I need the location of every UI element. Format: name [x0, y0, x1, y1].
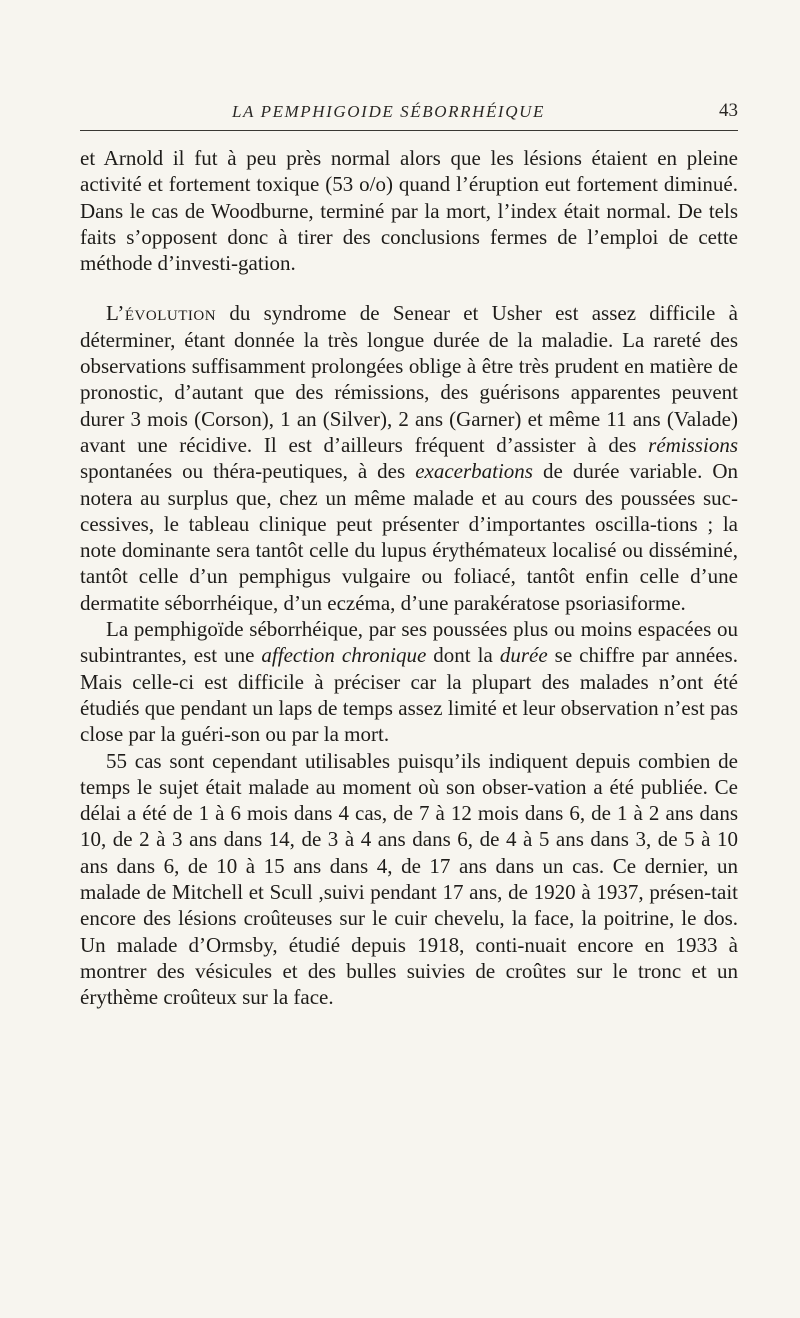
paragraph-3-text-1: La pemphigoïde séborrhéique, par ses poussées plus ou moins espacées ou subintrantes, est une — [80, 617, 738, 668]
emphasis-remissions: rémissions — [648, 432, 738, 457]
running-head — [80, 100, 738, 132]
paragraph-2-text-2: spontanées ou théra-peutiques, à des — [80, 459, 416, 484]
emphasis-exacerbations: exacerbations — [415, 459, 533, 484]
paragraph-2 — [80, 300, 738, 616]
header-rule — [80, 130, 738, 131]
emphasis-affection-chronique: affection chronique — [261, 643, 427, 668]
section-lead-evolution: L’évolution — [106, 301, 217, 326]
emphasis-duree: durée — [499, 643, 548, 668]
paragraph-3-text-2: dont la — [426, 643, 500, 668]
body-text — [80, 145, 738, 1011]
paragraph-1: et Arnold il fut à peu près normal alors que les lésions étaient en pleine activité et fortement toxique (53 o/o) quand l’éruption eut fortement diminué. Dans le cas de Woodburne, terminé par la mort, l’index était normal. De tels faits s’opposent donc à tirer des conclusions fermes de l’emploi de cette méthode d’investi-gation. — [80, 146, 738, 276]
paragraph-2-text-3: de durée variable. On notera au surplus que, chez un même malade et au cours des poussées suc-cessives, le tableau clinique peut présenter d’importantes oscilla-tions ; la note dominante sera tantôt celle du lupus érythémateux localisé ou disséminé, tantôt celle d’un pemphigus vulgaire ou foliacé, tantôt enfin celle d’une dermatite séborrhéique, d’un eczéma, d’une parakératose psoriasiforme. — [80, 459, 739, 615]
page-number: 43 — [719, 100, 738, 121]
paragraph-3-text-3: se chiffre par années. Mais celle-ci est difficile à préciser car la plupart des malades n’ont été étudiés que pendant un laps de temps assez limité et leur observation n’est pas close par la guéri-son ou par la mort. — [80, 643, 738, 747]
paragraph-2-text-1: du syndrome de Senear et Usher est assez difficile à déterminer, étant donnée la très longue durée de la maladie. La rareté des observations suffisamment prolongées oblige à être très prudent en matière de pronostic, d’autant que des rémissions, des guérisons apparentes peuvent durer 3 mois (Corson), 1 an (Silver), 2 ans (Garner) et même 11 ans (Valade) avant une récidive. Il est d’ailleurs fréquent d’assister à des — [80, 301, 738, 457]
paragraph-3 — [80, 616, 738, 747]
running-title: LA PEMPHIGOIDE SÉBORRHÉIQUE — [232, 102, 545, 121]
paragraph-4: 55 cas sont cependant utilisables puisqu’ils indiquent depuis combien de temps le sujet était malade au moment où son obser-vation a été publiée. Ce délai a été de 1 à 6 mois dans 4 cas, de 7 à 12 mois dans 6, de 1 à 2 ans dans 10, de 2 à 3 ans dans 14, de 3 à 4 ans dans 6, de 4 à 5 ans dans 3, de 5 à 10 ans dans 6, de 10 à 15 ans dans 4, de 17 ans dans un cas. Ce dernier, un malade de Mitchell et Scull ,suivi pendant 17 ans, de 1920 à 1937, présen-tait encore des lésions croûteuses sur le cuir chevelu, la face, la poitrine, le dos. Un malade d’Ormsby, étudié depuis 1918, conti-nuait encore en 1933 à montrer des vésicules et des bulles suivies de croûtes sur le tronc et un érythème croûteux sur la face. — [80, 748, 738, 1010]
